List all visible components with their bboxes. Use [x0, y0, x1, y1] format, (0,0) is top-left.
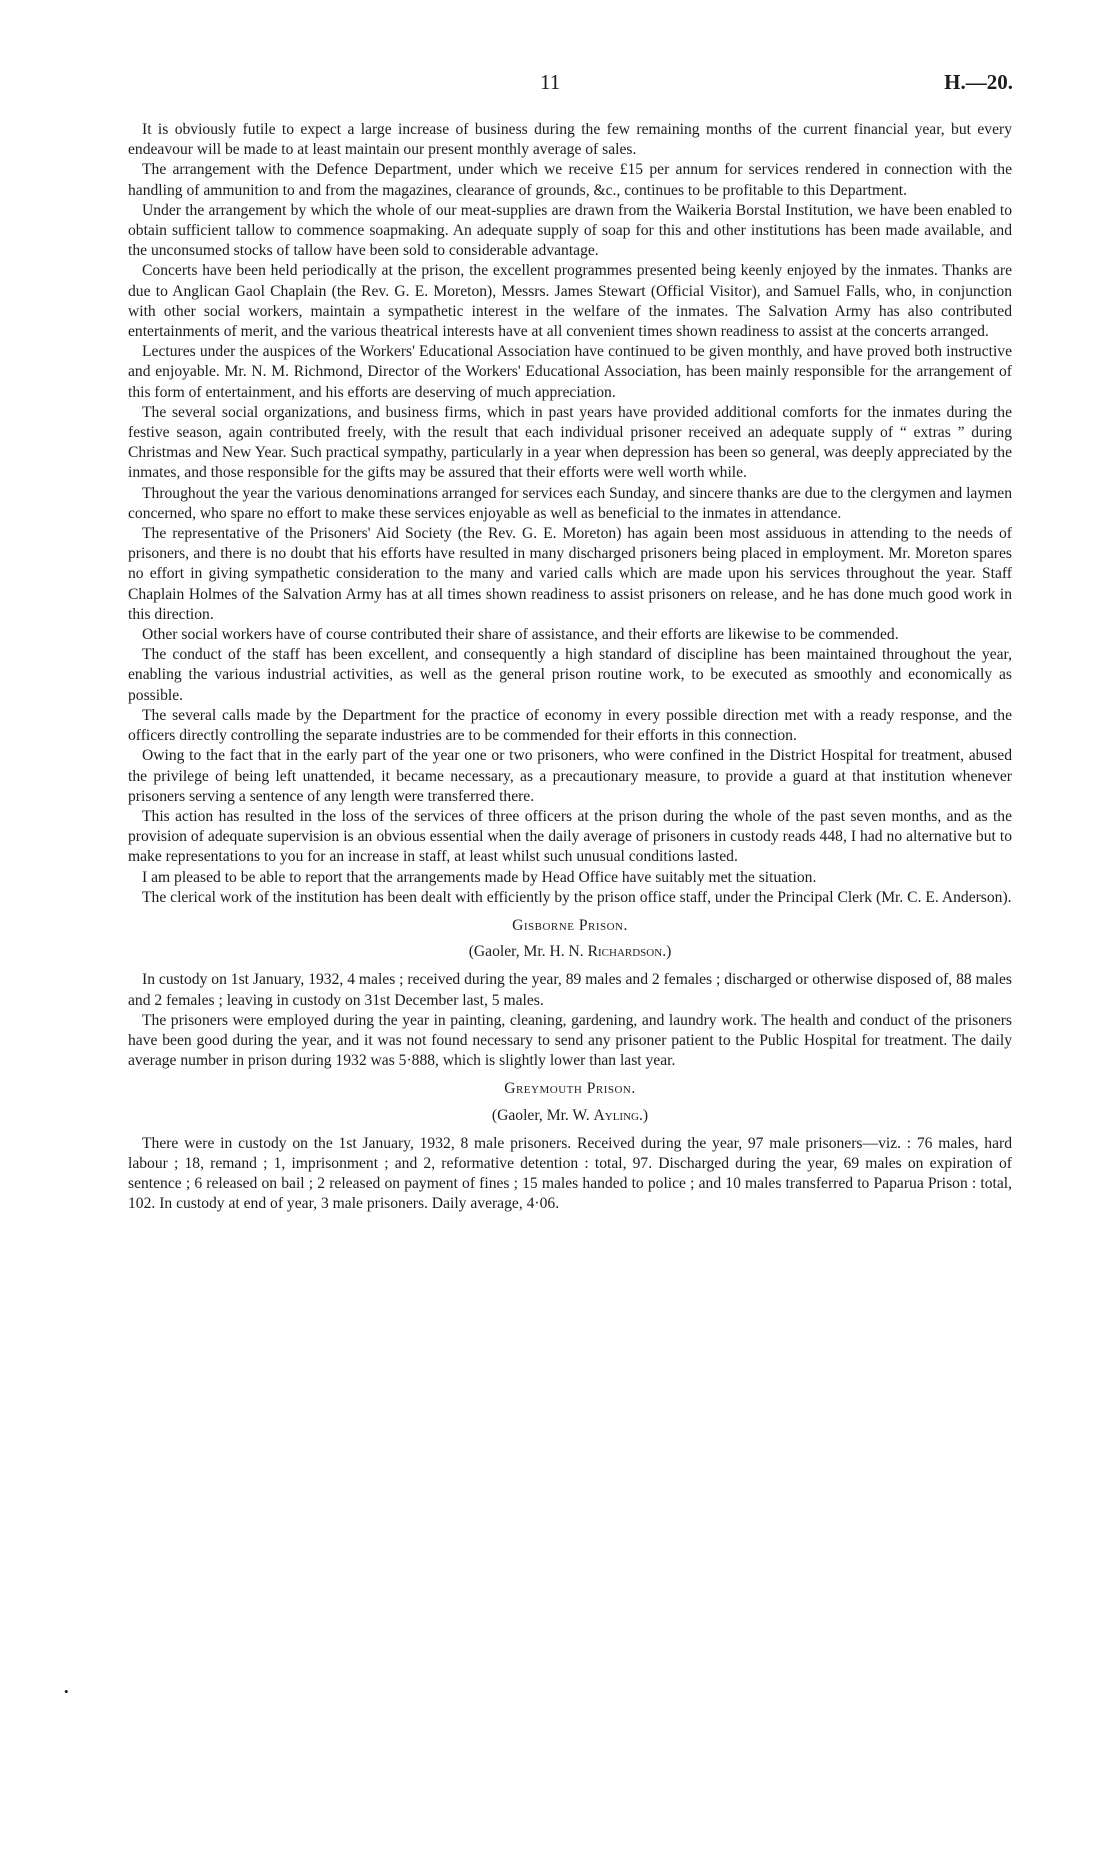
paragraph: Other social workers have of course contributed their share of assistance, and their efforts are likewise to be commended. [142, 626, 899, 644]
paragraph: The arrangement with the Defence Department, under which we receive £15 per annum for services rendered in connection with the handling of ammunition to and from the magazines, clearance of grounds, &c., continues to be profitable to this Department. [128, 161, 1012, 199]
section-heading: Gisborne Prison. [512, 916, 628, 934]
paragraph: The several calls made by the Department for the practice of economy in every possible direction met with a ready response, and the officers directly controlling the separate industries are to be commended for their efforts in this connection. [128, 706, 1012, 745]
paragraph: The several social organizations, and business firms, which in past years have provided additional comforts for the inmates during the festive season, again contributed freely, with the result that each individual prisoner received an adequate supply of “ extras ” during Christmas and New Year. Such practical sympathy, particularly in a year when depression has been so general, was deeply appreciated by the inmates, and those responsible for the gifts may be assured that their efforts were well worth while. [128, 403, 1012, 482]
gaoler-name: Richardson [587, 943, 663, 961]
gaoler-prefix: (Gaoler, Mr. W. [491, 1106, 594, 1124]
margin-bullet: • [64, 1684, 69, 1699]
gaoler-prefix: (Gaoler, Mr. H. N. [468, 943, 588, 961]
gaoler-line [128, 1106, 1012, 1126]
gaoler-suffix: .) [662, 943, 672, 961]
gaoler-name: Ayling [593, 1106, 639, 1124]
paragraph: This action has resulted in the loss of the services of three officers at the prison during the whole of the past seven months, and as the provision of adequate supervision is an obvious essential when the daily average of prisoners in custody reads 448, I had no alternative but to make representations to you for an increase in staff, at least whilst such unusual conditions lasted. [128, 807, 1012, 866]
section-greymouth-prison [128, 1079, 1012, 1214]
paragraph: Owing to the fact that in the early part of the year one or two prisoners, who were confined in the District Hospital for treatment, abused the privilege of being left unattended, it became necessary, as a precautionary measure, to provide a guard at that institution whenever prisoners serving a sentence of any length were transferred there. [128, 747, 1012, 805]
paragraph: Lectures under the auspices of the Workers' Educational Association have continued to be given monthly, and have proved both instructive and enjoyable. Mr. N. M. Richmond, Director of the Workers' Educational Association, has been mainly responsible for the arrangement of this form of entertainment, and his efforts are deserving of much appreciation. [128, 343, 1012, 401]
paragraph: Under the arrangement by which the whole of our meat-supplies are drawn from the Waikeria Borstal Institution, we have been enabled to obtain sufficient tallow to commence soapmaking. An adequate supply of soap for this and other institutions has been made available, and the unconsumed stocks of tallow have been sold to considerable advantage. [128, 201, 1012, 260]
paragraph: Concerts have been held periodically at the prison, the excellent programmes presented being keenly enjoyed by the inmates. Thanks are due to Anglican Gaol Chaplain (the Rev. G. E. Moreton), Messrs. James Stewart (Official Visitor), and Samuel Falls, who, in conjunction with other social workers, maintain a sympathetic interest in the welfare of the inmates. The Salvation Army has also contributed entertainments of merit, and the various theatrical interests have at all convenient times shown readiness to assist at the concerts arranged. [128, 262, 1012, 341]
section-gisborne-prison [128, 916, 1012, 1071]
paragraph: In custody on 1st January, 1932, 4 males ; received during the year, 89 males and 2 females ; discharged or otherwise disposed of, 88 males and 2 females ; leaving in custody on 31st December last, 5 males. [128, 971, 1012, 1009]
paragraph: It is obviously futile to expect a large increase of business during the few remaining months of the current financial year, but every endeavour will be made to at least maintain our present monthly average of sales. [128, 121, 1012, 159]
paragraph: The prisoners were employed during the year in painting, cleaning, gardening, and laundry work. The health and conduct of the prisoners have been good during the year, and it was not found necessary to send any prisoner patient to the Public Hospital for treatment. The daily average number in prison during 1932 was 5·888, which is slightly lower than last year. [128, 1011, 1012, 1070]
paragraph: There were in custody on the 1st January, 1932, 8 male prisoners. Received during the year, 97 male prisoners—viz. : 76 males, hard labour ; 18, remand ; 1, imprisonment ; and 2, reformative detention : total, 97. Discharged during the year, 69 males on expiration of sentence ; 6 released on bail ; 2 released on payment of fines ; 15 males handed to police ; and 10 males transferred to Paparua Prison : total, 102. In custody at end of year, 3 male prisoners. Daily average, 4·06. [128, 1134, 1012, 1213]
section-main [128, 120, 1012, 908]
paragraph: The clerical work of the institution has been dealt with efficiently by the prison office staff, under the Principal Clerk (Mr. C. E. Anderson). [142, 888, 1012, 906]
page-number: 11 [540, 70, 561, 94]
paragraph: Throughout the year the various denominations arranged for services each Sunday, and sincere thanks are due to the clergymen and laymen concerned, who spare no effort to make these services enjoyable as well as beneficial to the inmates in attendance. [128, 484, 1012, 522]
paragraph: The conduct of the staff has been excellent, and consequently a high standard of discipline has been maintained throughout the year, enabling the various industrial activities, as well as the general prison routine work, to be executed as smoothly and economically as possible. [128, 646, 1012, 704]
section-heading: Greymouth Prison. [504, 1080, 636, 1098]
paragraph: I am pleased to be able to report that the arrangements made by Head Office have suitably met the situation. [142, 868, 817, 886]
document-body [128, 120, 1012, 1215]
document-reference: H.—20. [944, 70, 1013, 94]
gaoler-line [128, 942, 1012, 962]
gaoler-suffix: .) [638, 1106, 649, 1124]
paragraph: The representative of the Prisoners' Aid Society (the Rev. G. E. Moreton) has again been most assiduous in attending to the needs of prisoners, and there is no doubt that his efforts have resulted in many discharged prisoners being placed in employment. Mr. Moreton spares no effort in giving sympathetic consideration to the many and varied calls which are made upon his services throughout the year. Staff Chaplain Holmes of the Salvation Army has at all times shown readiness to assist prisoners on release, and he has done much good work in this direction. [128, 525, 1012, 623]
page-header [0, 70, 1114, 100]
